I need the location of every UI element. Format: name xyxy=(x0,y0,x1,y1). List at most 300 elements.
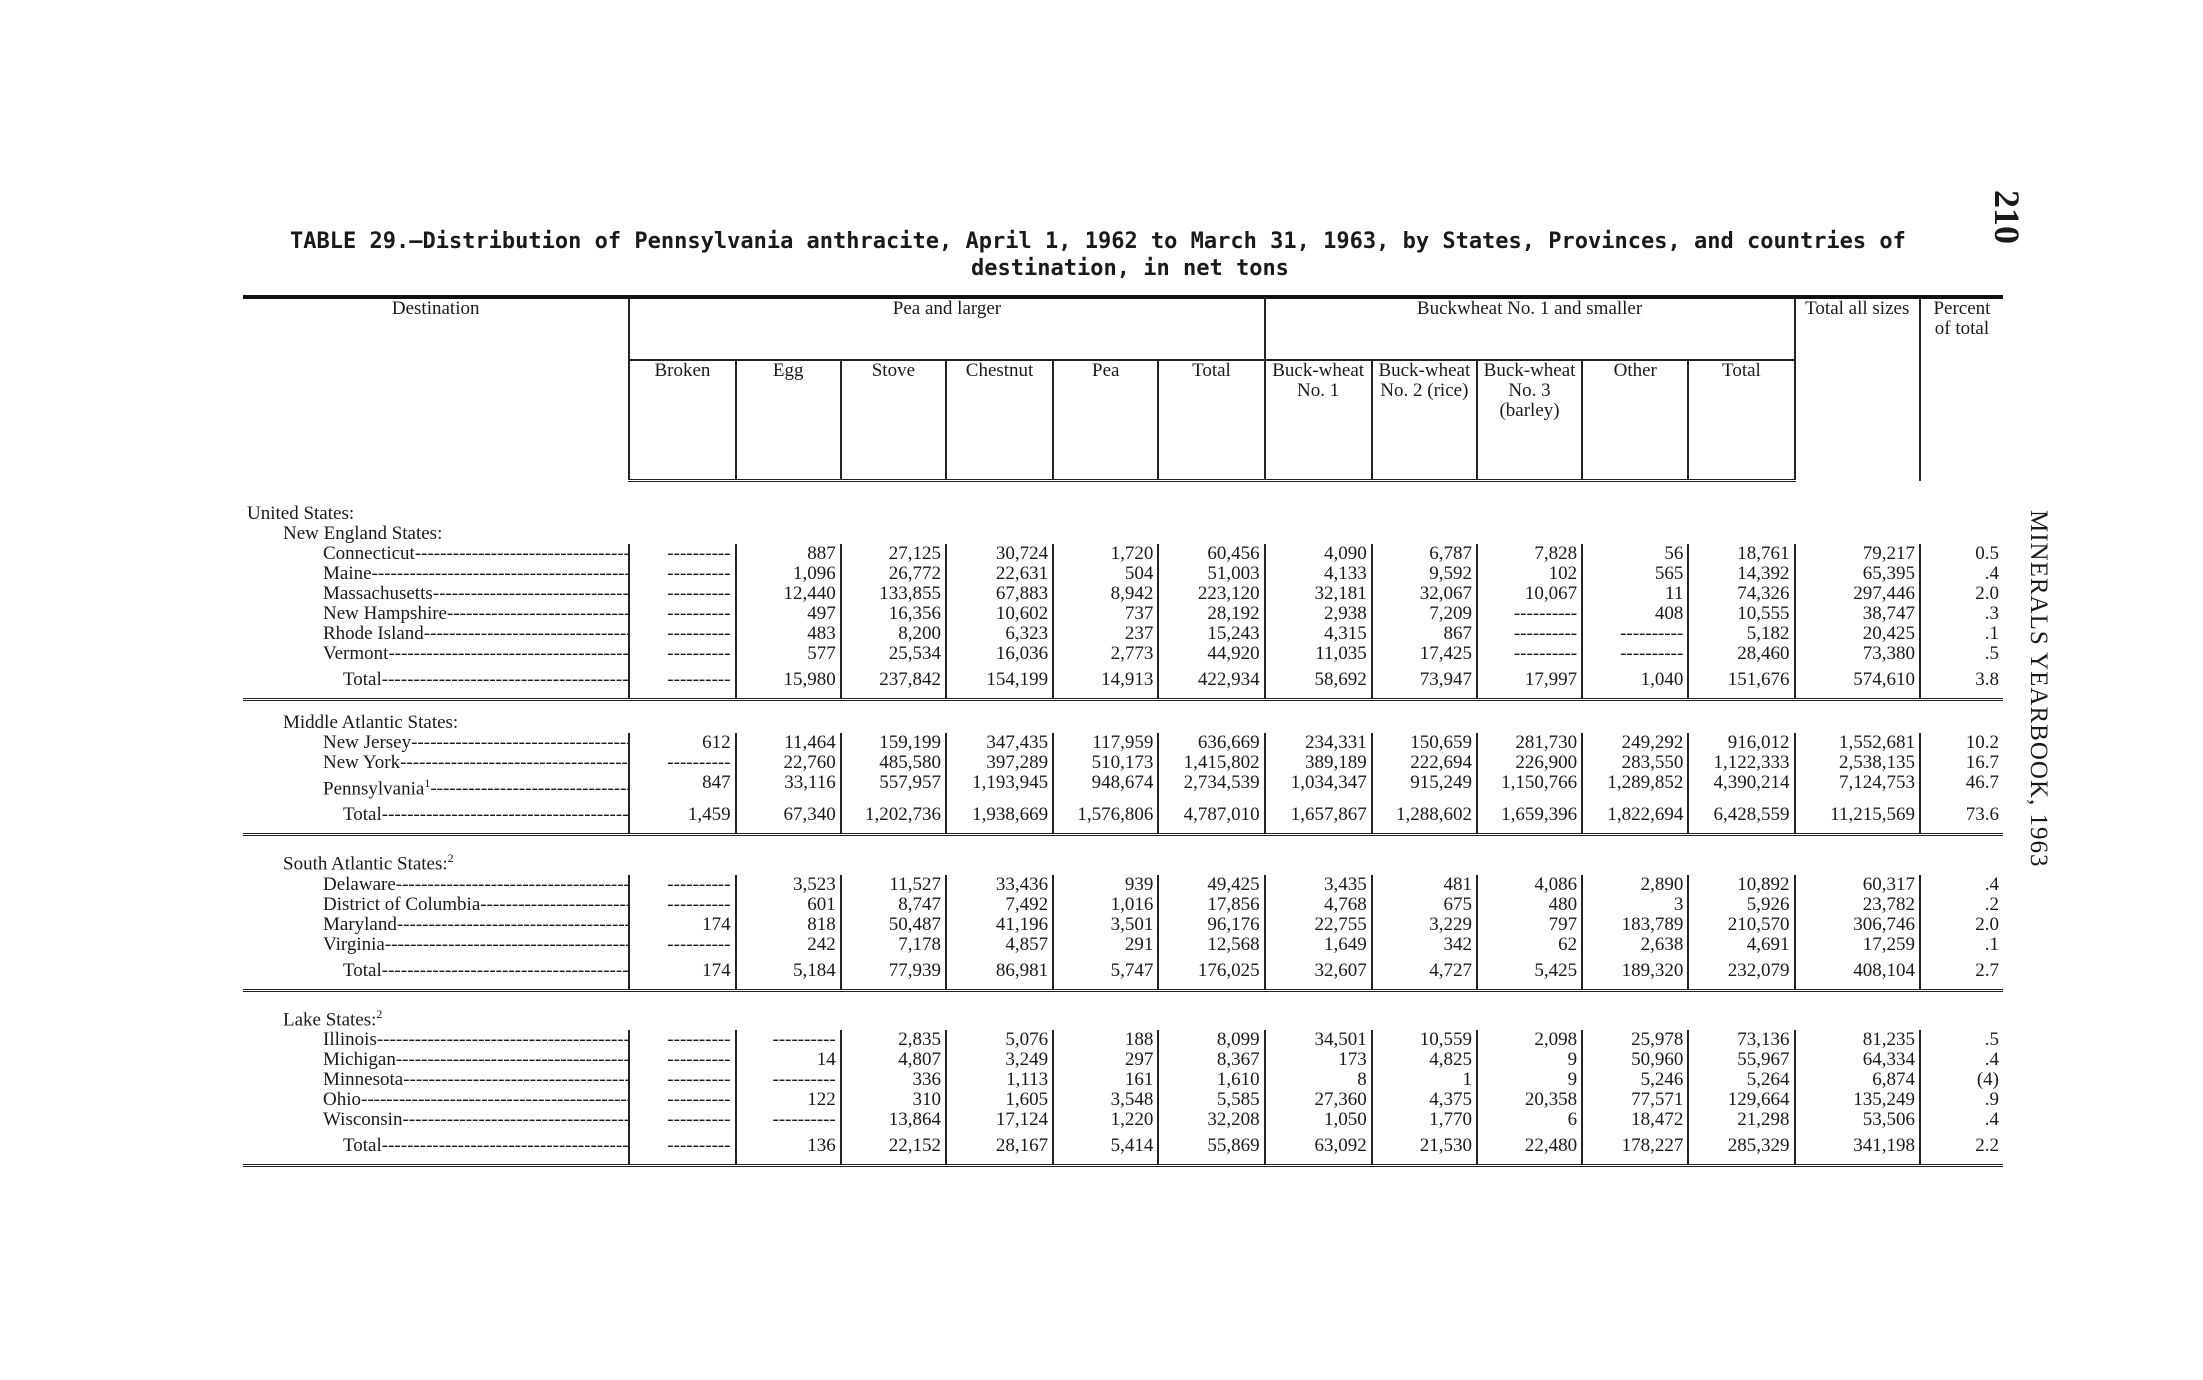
section-south-atlantic-label: South Atlantic States: xyxy=(283,853,448,875)
state-name xyxy=(243,644,629,664)
table-cell: 1,289,852 xyxy=(1582,773,1688,799)
table-cell: 67,340 xyxy=(736,799,841,835)
table-cell: 173 xyxy=(1265,1050,1372,1070)
table-cell: .5 xyxy=(1920,644,2003,664)
table-title-line-2: destination, in net tons xyxy=(971,256,1289,281)
table-cell: 4,768 xyxy=(1265,895,1372,915)
leader-dots xyxy=(402,1110,629,1130)
leader-dots xyxy=(388,644,629,664)
table-cell: 1,649 xyxy=(1265,935,1372,955)
header-percent-of-total: Percent of total xyxy=(1920,297,2003,481)
empty-dash xyxy=(667,1135,730,1156)
table-cell: 675 xyxy=(1372,895,1477,915)
table-cell: 58,692 xyxy=(1265,664,1372,700)
empty-dash xyxy=(667,603,730,624)
empty-dash xyxy=(667,1089,730,1110)
state-name xyxy=(243,895,629,915)
table-cell: .2 xyxy=(1920,895,2003,915)
row-label-text: New Hampshire xyxy=(323,604,447,624)
leader-dots xyxy=(396,1050,630,1070)
table-cell: 2.2 xyxy=(1920,1130,2003,1166)
lake-states-total xyxy=(243,1130,2003,1166)
row-label-text: Total xyxy=(343,1134,382,1156)
table-cell: 1,659,396 xyxy=(1477,799,1582,835)
table-cell: 847 xyxy=(629,773,735,799)
row-label-text: Virginia xyxy=(323,934,385,955)
table-cell: 44,920 xyxy=(1158,644,1264,664)
row-label-text: Wisconsin xyxy=(323,1109,403,1130)
table-cell: 81,235 xyxy=(1795,1030,1920,1050)
table-cell: 8,367 xyxy=(1158,1050,1264,1070)
table-cell: 53,506 xyxy=(1795,1110,1920,1130)
state-name xyxy=(243,733,629,753)
table-cell: 601 xyxy=(736,895,841,915)
table-cell: 6,874 xyxy=(1795,1070,1920,1090)
leader-dots xyxy=(400,753,629,773)
empty-dash xyxy=(1514,603,1577,624)
table-cell: 12,568 xyxy=(1158,935,1264,955)
header-buckwheat-2: Buck-wheat No. 2 (rice) xyxy=(1372,360,1477,481)
table-cell: 4,086 xyxy=(1477,875,1582,895)
table-cell: 1,288,602 xyxy=(1372,799,1477,835)
table-cell: 50,960 xyxy=(1582,1050,1688,1070)
empty-dash xyxy=(772,1069,835,1090)
row-label-text: District of Columbia xyxy=(323,894,481,915)
lake-states-rows xyxy=(243,1030,2003,1130)
table-cell: 5,926 xyxy=(1688,895,1794,915)
table-row xyxy=(243,753,2003,773)
state-name xyxy=(243,773,629,799)
table-cell: 916,012 xyxy=(1688,733,1794,753)
table-cell: 9,592 xyxy=(1372,564,1477,584)
leader-dots xyxy=(447,604,629,624)
header-buck-total: Total xyxy=(1688,360,1794,481)
table-cell: 16,356 xyxy=(841,604,946,624)
table-cell: 5,414 xyxy=(1053,1130,1158,1166)
table-cell: 2,734,539 xyxy=(1158,773,1264,799)
table-cell: 3.8 xyxy=(1920,664,2003,700)
table-cell: 10,892 xyxy=(1688,875,1794,895)
table-cell: 4,133 xyxy=(1265,564,1372,584)
empty-dash xyxy=(667,1029,730,1050)
table-cell: 408 xyxy=(1582,604,1688,624)
table-cell: 7,209 xyxy=(1372,604,1477,624)
table-cell: 1,576,806 xyxy=(1053,799,1158,835)
middle-atlantic-rows xyxy=(243,733,2003,799)
leader-dots xyxy=(415,544,630,564)
table-cell xyxy=(629,1030,735,1050)
table-cell: 174 xyxy=(629,915,735,935)
table-cell: 10.2 xyxy=(1920,733,2003,753)
header-buckwheat-1: Buck-wheat No. 1 xyxy=(1265,360,1372,481)
table-row xyxy=(243,1070,2003,1090)
section-south-atlantic xyxy=(243,835,2003,875)
table-cell: 2,638 xyxy=(1582,935,1688,955)
table-cell: 10,602 xyxy=(946,604,1053,624)
total-label xyxy=(243,955,629,991)
row-label-text: Maryland xyxy=(323,914,397,935)
table-cell: 310 xyxy=(841,1090,946,1110)
table-cell: 32,181 xyxy=(1265,584,1372,604)
table-cell: 887 xyxy=(736,544,841,564)
header-destination: Destination xyxy=(391,298,480,319)
table-cell: 12,440 xyxy=(736,584,841,604)
table-cell: 497 xyxy=(736,604,841,624)
table-cell xyxy=(1477,604,1582,624)
table-cell: 5,184 xyxy=(736,955,841,991)
table-cell: 60,317 xyxy=(1795,875,1920,895)
table-row xyxy=(243,1110,2003,1130)
table-cell xyxy=(1582,644,1688,664)
table-cell: 939 xyxy=(1053,875,1158,895)
table-cell xyxy=(1477,644,1582,664)
row-label-text: Michigan xyxy=(323,1049,396,1070)
page-number: 210 xyxy=(1987,190,2027,244)
table-cell: 174 xyxy=(629,955,735,991)
table-row xyxy=(243,915,2003,935)
table-cell: 2.0 xyxy=(1920,584,2003,604)
empty-dash xyxy=(1620,643,1683,664)
row-label-text: Minnesota xyxy=(323,1069,404,1090)
table-cell: 10,067 xyxy=(1477,584,1582,604)
table-cell: 73,380 xyxy=(1795,644,1920,664)
empty-dash xyxy=(667,934,730,955)
header-total-all-sizes: Total all sizes xyxy=(1795,297,1920,481)
leader-dots xyxy=(361,1090,629,1110)
table-cell: .1 xyxy=(1920,935,2003,955)
table-cell: 41,196 xyxy=(946,915,1053,935)
table-cell: 1,605 xyxy=(946,1090,1053,1110)
new-england-rows xyxy=(243,544,2003,664)
empty-dash xyxy=(667,643,730,664)
state-name xyxy=(243,875,629,895)
table-cell: 797 xyxy=(1477,915,1582,935)
header-buckwheat-3: Buck-wheat No. 3 (barley) xyxy=(1477,360,1582,481)
table-cell: 297 xyxy=(1053,1050,1158,1070)
table-cell xyxy=(736,1030,841,1050)
row-label-text: Ohio xyxy=(323,1089,361,1110)
table-cell: 8 xyxy=(1265,1070,1372,1090)
table-cell: 510,173 xyxy=(1053,753,1158,773)
table-cell: 73,136 xyxy=(1688,1030,1794,1050)
table-cell: 20,358 xyxy=(1477,1090,1582,1110)
table-cell: 25,978 xyxy=(1582,1030,1688,1050)
section-lake-states xyxy=(243,990,2003,1030)
empty-dash xyxy=(667,874,730,895)
table-cell: 129,664 xyxy=(1688,1090,1794,1110)
empty-dash xyxy=(1620,623,1683,644)
empty-dash xyxy=(667,1069,730,1090)
table-cell xyxy=(629,875,735,895)
state-name xyxy=(243,1050,629,1070)
table-cell xyxy=(629,1130,735,1166)
table-cell: .4 xyxy=(1920,1050,2003,1070)
empty-dash xyxy=(772,1109,835,1130)
table-cell: 33,116 xyxy=(736,773,841,799)
table-cell: 1,034,347 xyxy=(1265,773,1372,799)
table-cell: 480 xyxy=(1477,895,1582,915)
table-cell: 18,472 xyxy=(1582,1110,1688,1130)
table-cell: 11,464 xyxy=(736,733,841,753)
table-cell: 481 xyxy=(1372,875,1477,895)
empty-dash xyxy=(667,543,730,564)
table-cell: 28,167 xyxy=(946,1130,1053,1166)
table-row xyxy=(243,1090,2003,1110)
table-row xyxy=(243,584,2003,604)
table-cell: 22,631 xyxy=(946,564,1053,584)
table-cell: 176,025 xyxy=(1158,955,1264,991)
leader-dots xyxy=(403,1070,629,1090)
header-group-pea-and-larger: Pea and larger xyxy=(629,297,1264,360)
table-cell: 8,747 xyxy=(841,895,946,915)
leader-dots xyxy=(424,624,630,644)
table-cell: 4,090 xyxy=(1265,544,1372,564)
state-name xyxy=(243,584,629,604)
empty-dash xyxy=(772,1029,835,1050)
state-name xyxy=(243,544,629,564)
table-cell: 64,334 xyxy=(1795,1050,1920,1070)
leader-dots xyxy=(377,1030,630,1050)
table-cell: 159,199 xyxy=(841,733,946,753)
table-cell: .9 xyxy=(1920,1090,2003,1110)
table-row xyxy=(243,773,2003,799)
table-cell: 5,076 xyxy=(946,1030,1053,1050)
table-cell: 11 xyxy=(1582,584,1688,604)
table-cell: 73.6 xyxy=(1920,799,2003,835)
table-cell: 4,375 xyxy=(1372,1090,1477,1110)
table-cell: 27,125 xyxy=(841,544,946,564)
row-label-text: Maine xyxy=(323,564,372,584)
table-cell: 1,657,867 xyxy=(1265,799,1372,835)
table-cell: 73,947 xyxy=(1372,664,1477,700)
table-cell: 4,390,214 xyxy=(1688,773,1794,799)
table-cell: 242 xyxy=(736,935,841,955)
leader-dots xyxy=(385,935,630,955)
leader-dots xyxy=(430,778,629,799)
running-head: MINERALS YEARBOOK, 1963 xyxy=(2025,510,2052,868)
table-cell: 7,124,753 xyxy=(1795,773,1920,799)
table-cell: 63,092 xyxy=(1265,1130,1372,1166)
table-cell: 5,425 xyxy=(1477,955,1582,991)
table-cell: 915,249 xyxy=(1372,773,1477,799)
table-cell: .4 xyxy=(1920,875,2003,895)
table-cell: 389,189 xyxy=(1265,753,1372,773)
header-egg: Egg xyxy=(736,360,841,481)
table-cell: 1,113 xyxy=(946,1070,1053,1090)
table-row xyxy=(243,624,2003,644)
row-label-text: Total xyxy=(343,669,382,690)
table-cell: 1,220 xyxy=(1053,1110,1158,1130)
state-name xyxy=(243,1030,629,1050)
table-cell: 102 xyxy=(1477,564,1582,584)
table-cell: 9 xyxy=(1477,1050,1582,1070)
table-cell: 17,856 xyxy=(1158,895,1264,915)
table-cell xyxy=(629,1070,735,1090)
state-name xyxy=(243,624,629,644)
state-name xyxy=(243,753,629,773)
row-label-text: Total xyxy=(343,804,382,826)
leader-dots xyxy=(382,960,630,981)
table-cell: 5,264 xyxy=(1688,1070,1794,1090)
table-cell: 818 xyxy=(736,915,841,935)
south-atlantic-total xyxy=(243,955,2003,991)
header-broken: Broken xyxy=(629,360,735,481)
table-cell: 297,446 xyxy=(1795,584,1920,604)
table-cell: 408,104 xyxy=(1795,955,1920,991)
total-row xyxy=(243,1130,2003,1166)
table-cell: 67,883 xyxy=(946,584,1053,604)
table-row xyxy=(243,1030,2003,1050)
leader-dots xyxy=(411,733,629,753)
table-row xyxy=(243,895,2003,915)
table-cell: 10,555 xyxy=(1688,604,1794,624)
table-cell: 1,122,333 xyxy=(1688,753,1794,773)
empty-dash xyxy=(667,1109,730,1130)
table-cell: 6,323 xyxy=(946,624,1053,644)
row-label-text: Delaware xyxy=(323,874,396,895)
table-cell: 612 xyxy=(629,733,735,753)
table-cell: 283,550 xyxy=(1582,753,1688,773)
empty-dash xyxy=(667,752,730,773)
table-cell: 565 xyxy=(1582,564,1688,584)
table-cell: 249,292 xyxy=(1582,733,1688,753)
table-cell: 20,425 xyxy=(1795,624,1920,644)
table-cell: 178,227 xyxy=(1582,1130,1688,1166)
header-other: Other xyxy=(1582,360,1688,481)
table-cell: 2.7 xyxy=(1920,955,2003,991)
table-cell: 15,980 xyxy=(736,664,841,700)
total-label xyxy=(243,664,629,700)
table-cell xyxy=(1477,624,1582,644)
empty-dash xyxy=(667,583,730,604)
table-cell: (4) xyxy=(1920,1070,2003,1090)
table-cell: 2,098 xyxy=(1477,1030,1582,1050)
state-name xyxy=(243,604,629,624)
state-name xyxy=(243,1090,629,1110)
table-cell xyxy=(736,1070,841,1090)
table-row xyxy=(243,544,2003,564)
table-cell: 11,527 xyxy=(841,875,946,895)
table-cell: .1 xyxy=(1920,624,2003,644)
table-cell xyxy=(629,624,735,644)
table-cell: 4,825 xyxy=(1372,1050,1477,1070)
empty-dash xyxy=(667,623,730,644)
table-cell: 135,249 xyxy=(1795,1090,1920,1110)
table-cell: 0.5 xyxy=(1920,544,2003,564)
table-cell: 4,315 xyxy=(1265,624,1372,644)
table-cell: 2,538,135 xyxy=(1795,753,1920,773)
table-cell: 22,480 xyxy=(1477,1130,1582,1166)
table-cell: 336 xyxy=(841,1070,946,1090)
table-cell: 281,730 xyxy=(1477,733,1582,753)
leader-dots xyxy=(433,584,630,604)
table-cell: 5,246 xyxy=(1582,1070,1688,1090)
table-cell: 55,869 xyxy=(1158,1130,1264,1166)
table-cell: 7,492 xyxy=(946,895,1053,915)
table-cell: 17,124 xyxy=(946,1110,1053,1130)
table-cell: 117,959 xyxy=(1053,733,1158,753)
table-cell: 60,456 xyxy=(1158,544,1264,564)
table-cell: 7,178 xyxy=(841,935,946,955)
section-united-states: United States: xyxy=(247,503,355,524)
empty-dash xyxy=(667,563,730,584)
table-cell: 122 xyxy=(736,1090,841,1110)
table-cell: 49,425 xyxy=(1158,875,1264,895)
table-cell: 21,298 xyxy=(1688,1110,1794,1130)
table-cell xyxy=(629,895,735,915)
leader-dots xyxy=(480,895,629,915)
header-chestnut: Chestnut xyxy=(946,360,1053,481)
table-cell: 32,208 xyxy=(1158,1110,1264,1130)
table-cell: 222,694 xyxy=(1372,753,1477,773)
table-cell: 74,326 xyxy=(1688,584,1794,604)
table-cell: 3,523 xyxy=(736,875,841,895)
table-title xyxy=(290,228,1970,282)
table-cell: 32,067 xyxy=(1372,584,1477,604)
row-label-text: Illinois xyxy=(323,1029,377,1050)
table-cell: 14,913 xyxy=(1053,664,1158,700)
section-new-england: New England States: xyxy=(283,523,443,544)
table-cell: 161 xyxy=(1053,1070,1158,1090)
table-cell: 737 xyxy=(1053,604,1158,624)
table-cell: 188 xyxy=(1053,1030,1158,1050)
table-cell: 26,772 xyxy=(841,564,946,584)
table-cell: 3 xyxy=(1582,895,1688,915)
table-cell: 11,215,569 xyxy=(1795,799,1920,835)
table-cell: 1,193,945 xyxy=(946,773,1053,799)
table-cell: 1,202,736 xyxy=(841,799,946,835)
table-cell: 22,760 xyxy=(736,753,841,773)
leader-dots xyxy=(396,875,630,895)
table-cell: 347,435 xyxy=(946,733,1053,753)
table-cell: 50,487 xyxy=(841,915,946,935)
table-cell: 34,501 xyxy=(1265,1030,1372,1050)
footnote-marker: 1 xyxy=(424,776,431,790)
table-cell xyxy=(629,1110,735,1130)
leader-dots xyxy=(382,669,630,690)
table-row xyxy=(243,564,2003,584)
header-pea: Pea xyxy=(1053,360,1158,481)
footnote-marker: 2 xyxy=(376,1006,383,1021)
table-cell: 136 xyxy=(736,1130,841,1166)
table-cell: 237 xyxy=(1053,624,1158,644)
table-cell: 341,198 xyxy=(1795,1130,1920,1166)
table-cell: 151,676 xyxy=(1688,664,1794,700)
table-row xyxy=(243,604,2003,624)
table-cell: 38,747 xyxy=(1795,604,1920,624)
table-cell xyxy=(629,664,735,700)
table-cell xyxy=(629,644,735,664)
table-cell: 237,842 xyxy=(841,664,946,700)
table-cell: 1,822,694 xyxy=(1582,799,1688,835)
table-cell: 4,857 xyxy=(946,935,1053,955)
table-cell: 55,967 xyxy=(1688,1050,1794,1070)
table-cell: 504 xyxy=(1053,564,1158,584)
table-cell: 17,997 xyxy=(1477,664,1582,700)
table-cell: 867 xyxy=(1372,624,1477,644)
table-cell xyxy=(736,1110,841,1130)
table-cell: 1,610 xyxy=(1158,1070,1264,1090)
row-label-text: New Jersey xyxy=(323,733,412,753)
total-label xyxy=(243,1130,629,1166)
middle-atlantic-total xyxy=(243,799,2003,835)
table-cell: 33,436 xyxy=(946,875,1053,895)
row-label-text: Vermont xyxy=(323,644,389,664)
total-row xyxy=(243,955,2003,991)
table-cell: 1,096 xyxy=(736,564,841,584)
table-row xyxy=(243,875,2003,895)
table-cell: .3 xyxy=(1920,604,2003,624)
